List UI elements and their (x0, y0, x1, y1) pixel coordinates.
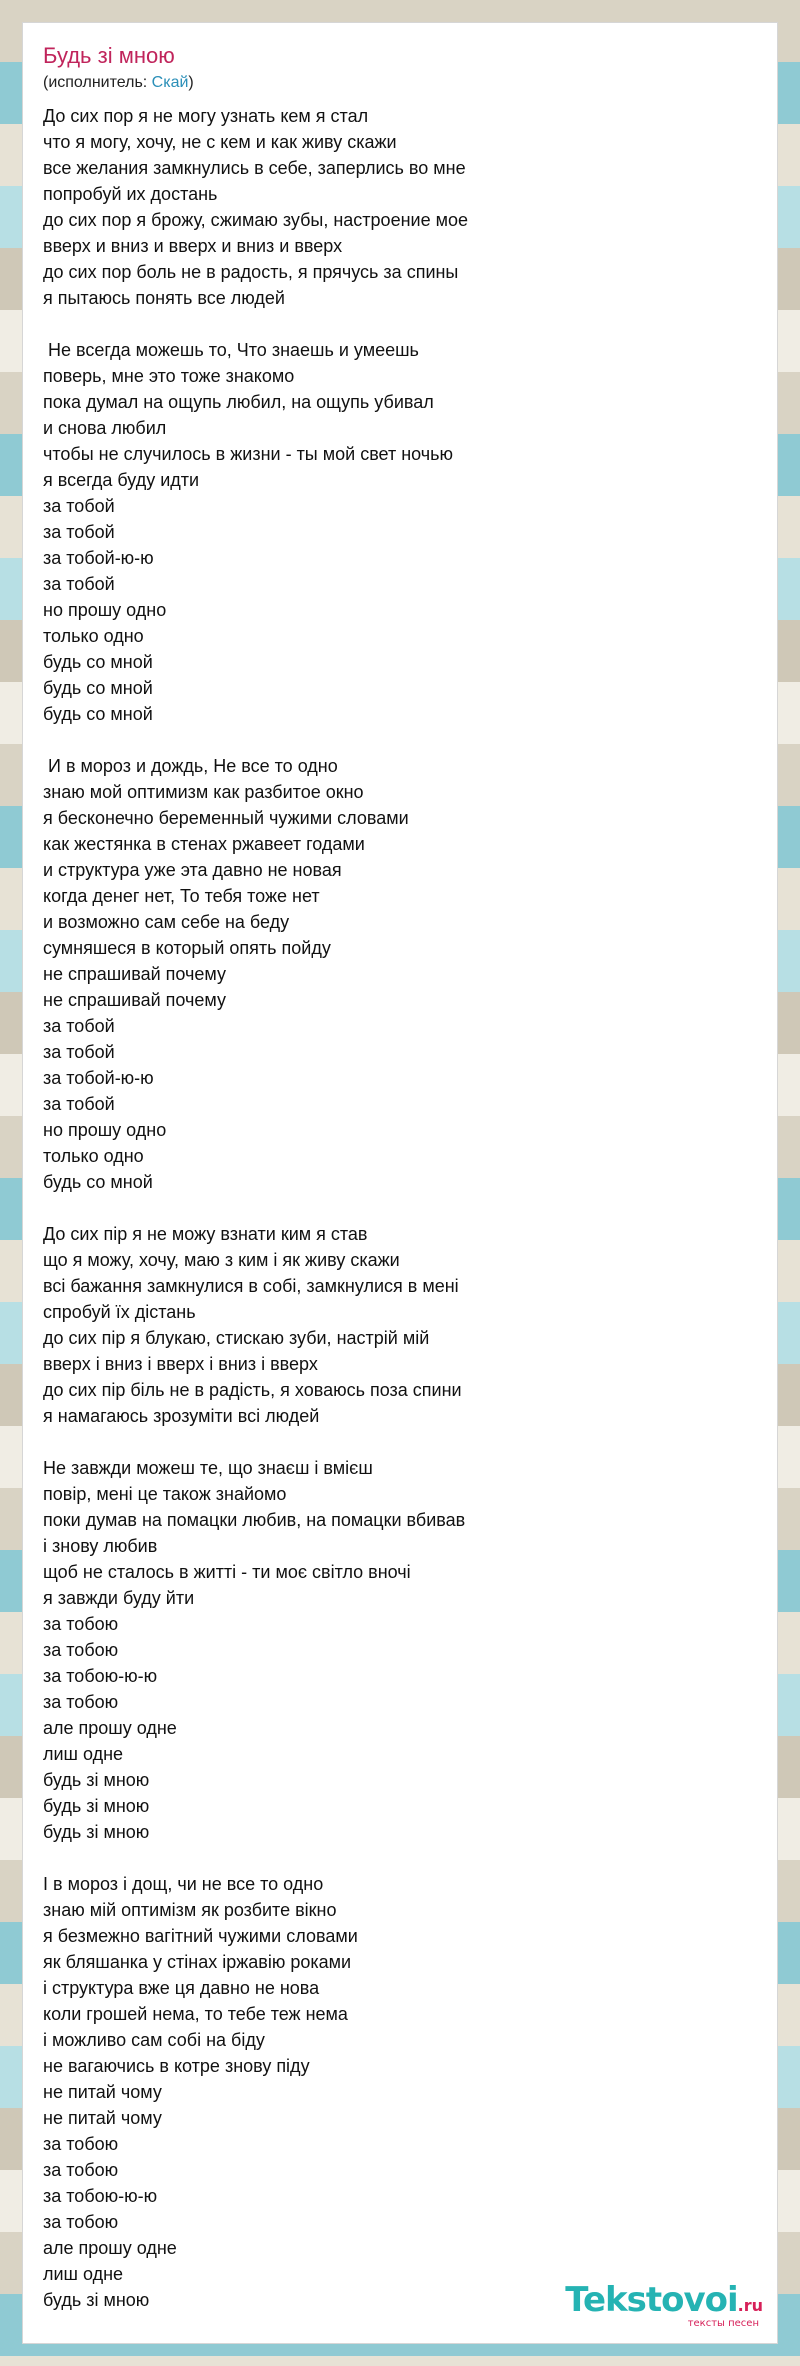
logo-tld: .ru (737, 2296, 763, 2315)
artist-line (43, 73, 194, 93)
lyrics-text: До сих пор я не могу узнать кем я стал что я могу, хочу, не с кем и как живу скажи все желания замкнулись в себе, заперлись во мне попробуй их достань до сих пор я брожу, сжимаю зубы, настроение мое вверх и вниз и вверх и вниз и вверх до сих пор боль не в радость, я прячусь за спины я пытаюсь понять все людей Не всегда можешь то, Что знаешь и умеешь поверь, мне это тоже знакомо пока думал на ощупь любил, на ощупь убивал и снова любил чтобы не случилось в жизни - ты мой свет ночью я всегда буду идти за тобой за тобой за тобой-ю-ю за тобой но прошу одно только одно будь со мной будь со мной будь со мной И в мороз и дождь, Не все то одно знаю мой оптимизм как разбитое окно я бесконечно беременный чужими словами как жестянка в стенах ржавеет годами и структура уже эта давно не новая когда денег нет, То тебя тоже нет и возможно сам себе на беду сумняшеся в который опять пойду не спрашивай почему не спрашивай почему за тобой за тобой за тобой-ю-ю за тобой но прошу одно только одно будь со мной До сих пір я не можу взнати ким я став що я можу, хочу, маю з ким і як живу скажи всі бажання замкнулися в собі, замкнулися в мені спробуй їх дістань до сих пір я блукаю, стискаю зуби, настрій мій вверх і вниз і вверх і вниз і вверх до сих пір біль не в радість, я ховаюсь поза спини я намагаюсь зрозуміти всі людей Не завжди можеш те, що знаєш і вмієш повір, мені це також знайомо поки думав на помацки любив, на помацки вбивав і знову любив щоб не сталось в житті - ти моє світло вночі я завжди буду йти за тобою за тобою за тобою-ю-ю за тобою але прошу одне лиш одне будь зі мною будь зі мною будь зі мною І в мороз і дощ, чи не все то одно знаю мій оптимізм як розбите вікно я безмежно вагітний чужими словами як бляшанка у стінах іржавію роками і структура вже ця давно не нова коли грошей нема, то тебе теж нема і можливо сам собі на біду не вагаючись в котре знову піду не питай чому не питай чому за тобою за тобою за тобою-ю-ю за тобою але прошу одне лиш одне будь зі мною (43, 106, 468, 2310)
logo-name: Tekstovoi (565, 2280, 738, 2320)
logo-tagline: тексты песен (687, 2318, 759, 2329)
site-logo[interactable] (565, 2280, 763, 2329)
artist-suffix: ) (188, 74, 194, 91)
artist-link[interactable]: Скай (151, 74, 189, 91)
artist-prefix: (исполнитель: (43, 74, 152, 91)
song-title: Будь зі мною (43, 43, 175, 68)
lyrics-card (22, 22, 778, 2344)
